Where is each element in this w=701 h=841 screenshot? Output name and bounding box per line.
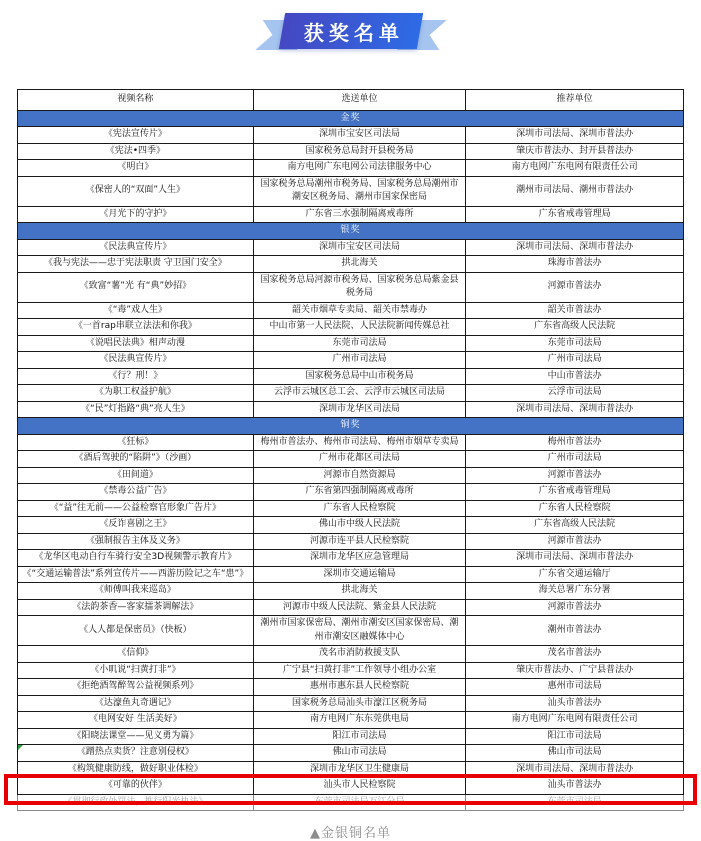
video-name-cell: 《为职工权益护航》: [18, 385, 254, 402]
recommending-unit-cell: 河源市普法办: [466, 272, 684, 302]
recommending-unit-cell: 南方电网广东电网有限责任公司: [466, 712, 684, 729]
video-name-cell: 《“益”往无前——公益检察官形象广告片》: [18, 500, 254, 517]
video-name-cell: 《行？刑！》: [18, 368, 254, 385]
award-table-wrap: [17, 89, 684, 811]
recommending-unit-cell: 潮州市司法局、潮州市普法办: [466, 176, 684, 206]
recommending-unit-cell: 惠州市司法局: [466, 679, 684, 696]
table-row: [18, 646, 684, 663]
table-row: [18, 302, 684, 319]
video-name-cell: 《师傅叫我来巡岛》: [18, 583, 254, 600]
submitting-unit-cell: 东莞市司法局万江分局: [253, 794, 465, 811]
submitting-unit-cell: 国家税务总局汕头市濠江区税务局: [253, 695, 465, 712]
video-name-cell: 《“民”灯指路“典”亮人生》: [18, 401, 254, 418]
submitting-unit-cell: 汕头市人民检察院: [253, 778, 465, 795]
recommending-unit-cell: 深圳市司法局、深圳市普法办: [466, 127, 684, 144]
table-row: [18, 550, 684, 567]
award-banner-body: [278, 13, 422, 49]
video-name-cell: 《明白》: [18, 160, 254, 177]
video-name-cell: 《达濠鱼丸奇遇记》: [18, 695, 254, 712]
video-name-cell: 《强制报告主体及义务》: [18, 533, 254, 550]
table-row: [18, 745, 684, 762]
recommending-unit-cell: 肇庆市普法办、广宁县普法办: [466, 662, 684, 679]
video-name-cell: 《构筑健康防线，做好职业体检》: [18, 761, 254, 778]
video-name-cell: 《信仰》: [18, 646, 254, 663]
submitting-unit-cell: 国家税务总局封开县税务局: [253, 143, 465, 160]
table-row: [18, 368, 684, 385]
video-name-cell: 《“交通运输普法”系列宣传片——西游历险记之车“患”》: [18, 566, 254, 583]
recommending-unit-cell: 茂名市普法办: [466, 646, 684, 663]
submitting-unit-cell: 广州市司法局: [253, 352, 465, 369]
col-header-recommending-unit: 推荐单位: [466, 90, 684, 111]
video-name-cell: 《说唱民法典》相声动漫: [18, 335, 254, 352]
table-row: [18, 662, 684, 679]
submitting-unit-cell: 国家税务总局河源市税务局、国家税务总局紫金县税务局: [253, 272, 465, 302]
submitting-unit-cell: 国家税务总局潮州市税务局、国家税务总局潮州市潮安区税务局、潮州市国家保密局: [253, 176, 465, 206]
award-section-label: 金奖: [18, 110, 684, 127]
video-name-cell: 《田间道》: [18, 467, 254, 484]
recommending-unit-cell: 广东省戒毒管理局: [466, 206, 684, 223]
video-name-cell: 《禁毒公益广告》: [18, 484, 254, 501]
recommending-unit-cell: 广东省戒毒管理局: [466, 484, 684, 501]
submitting-unit-cell: 拱北海关: [253, 583, 465, 600]
recommending-unit-cell: 广州市司法局: [466, 451, 684, 468]
recommending-unit-cell: 东莞市司法局: [466, 794, 684, 811]
recommending-unit-cell: 广州市司法局: [466, 352, 684, 369]
recommending-unit-cell: 河源市普法办: [466, 467, 684, 484]
recommending-unit-cell: 潮州市普法办: [466, 616, 684, 646]
submitting-unit-cell: 广宁县“扫黄打非”工作领导小组办公室: [253, 662, 465, 679]
video-name-cell: 《法韵茶香—客家擂茶调解法》: [18, 599, 254, 616]
award-banner-title: 获奖名单: [303, 20, 403, 45]
submitting-unit-cell: 深圳市龙华区应急管理局: [253, 550, 465, 567]
recommending-unit-cell: 深圳市司法局、深圳市普法办: [466, 239, 684, 256]
recommending-unit-cell: 肇庆市普法办、封开县普法办: [466, 143, 684, 160]
submitting-unit-cell: 梅州市普法办、梅州市司法局、梅州市烟草专卖局: [253, 434, 465, 451]
table-row: [18, 272, 684, 302]
table-row: [18, 176, 684, 206]
table-row: [18, 160, 684, 177]
video-name-cell: 《“毒”戏人生》: [18, 302, 254, 319]
table-row: [18, 467, 684, 484]
recommending-unit-cell: 韶关市普法办: [466, 302, 684, 319]
table-row: [18, 335, 684, 352]
video-name-cell: 《拒绝酒驾醉驾公益视频系列》: [18, 679, 254, 696]
recommending-unit-cell: 佛山市司法局: [466, 745, 684, 762]
video-name-cell: 《可靠的伙伴》: [18, 778, 254, 795]
video-name-cell: 《民法典宣传片》: [18, 239, 254, 256]
video-name-cell: 《反诈喜剧之王》: [18, 517, 254, 534]
submitting-unit-cell: 深圳市龙华区司法局: [253, 401, 465, 418]
submitting-unit-cell: 国家税务总局中山市税务局: [253, 368, 465, 385]
video-name-cell: 《龙华区电动自行车骑行安全3D视频警示教育片》: [18, 550, 254, 567]
submitting-unit-cell: 惠州市惠东县人民检察院: [253, 679, 465, 696]
recommending-unit-cell: 阳江市司法局: [466, 728, 684, 745]
recommending-unit-cell: 汕头市普法办: [466, 778, 684, 795]
video-name-cell: 《我与宪法——忠于宪法职责 守卫国门安全》: [18, 256, 254, 273]
submitting-unit-cell: 中山市第一人民法院、人民法院新闻传媒总社: [253, 319, 465, 336]
table-row: [18, 385, 684, 402]
table-row: [18, 127, 684, 144]
submitting-unit-cell: 云浮市云城区总工会、云浮市云城区司法局: [253, 385, 465, 402]
video-name-cell: 《人人都是保密员》（快板）: [18, 616, 254, 646]
submitting-unit-cell: 河源市连平县人民检察院: [253, 533, 465, 550]
table-row: [18, 533, 684, 550]
award-table: [17, 89, 684, 811]
award-banner: [269, 13, 433, 49]
recommending-unit-cell: 汕头市普法办: [466, 695, 684, 712]
table-row: [18, 256, 684, 273]
submitting-unit-cell: 深圳市龙华区卫生健康局: [253, 761, 465, 778]
recommending-unit-cell: 深圳市司法局、深圳市普法办: [466, 401, 684, 418]
video-name-cell: 《致富“薯”光 有“典”妙招》: [18, 272, 254, 302]
table-row: [18, 583, 684, 600]
video-name-cell: 《阳晓法课堂——见义勇为篇》: [18, 728, 254, 745]
video-name-cell: 《民法典宣传片》: [18, 352, 254, 369]
award-table-body: [18, 110, 684, 811]
submitting-unit-cell: 韶关市烟草专卖局、韶关市禁毒办: [253, 302, 465, 319]
submitting-unit-cell: 广东省三水强制隔离戒毒所: [253, 206, 465, 223]
submitting-unit-cell: 南方电网广东东莞供电局: [253, 712, 465, 729]
table-row: [18, 143, 684, 160]
table-row: [18, 695, 684, 712]
award-section-row: [18, 418, 684, 435]
video-name-cell: 《保密人的“双面”人生》: [18, 176, 254, 206]
submitting-unit-cell: 阳江市司法局: [253, 728, 465, 745]
recommending-unit-cell: 广东省高级人民法院: [466, 319, 684, 336]
submitting-unit-cell: 潮州市国家保密局、潮州市潮安区国家保密局、潮州市潮安区融媒体中心: [253, 616, 465, 646]
table-row: [18, 451, 684, 468]
table-row: [18, 319, 684, 336]
recommending-unit-cell: 珠海市普法办: [466, 256, 684, 273]
submitting-unit-cell: 广东省人民检察院: [253, 500, 465, 517]
recommending-unit-cell: 深圳市司法局、深圳市普法办: [466, 761, 684, 778]
submitting-unit-cell: 河源市中级人民法院、紫金县人民法院: [253, 599, 465, 616]
table-row: [18, 616, 684, 646]
submitting-unit-cell: 深圳市交通运输局: [253, 566, 465, 583]
col-header-submitting-unit: 选送单位: [253, 90, 465, 111]
recommending-unit-cell: 河源市普法办: [466, 533, 684, 550]
submitting-unit-cell: 茂名市消防救援支队: [253, 646, 465, 663]
submitting-unit-cell: 拱北海关: [253, 256, 465, 273]
recommending-unit-cell: 河源市普法办: [466, 599, 684, 616]
video-name-cell: 《月光下的守护》: [18, 206, 254, 223]
table-row: [18, 599, 684, 616]
submitting-unit-cell: 南方电网广东电网公司法律服务中心: [253, 160, 465, 177]
recommending-unit-cell: 海关总署广东分署: [466, 583, 684, 600]
table-header-row: [18, 90, 684, 111]
recommending-unit-cell: 南方电网广东电网有限责任公司: [466, 160, 684, 177]
col-header-video-name: 视频名称: [18, 90, 254, 111]
award-section-row: [18, 110, 684, 127]
video-name-cell: 《酒后驾驶的“陷阱”》（沙画）: [18, 451, 254, 468]
video-name-cell: 《电网安好 生活美好》: [18, 712, 254, 729]
table-row: [18, 761, 684, 778]
table-row: [18, 517, 684, 534]
award-section-label: 银奖: [18, 223, 684, 240]
table-row: [18, 712, 684, 729]
video-name-cell: 《贯彻行政处罚法，推行阳光执法》: [18, 794, 254, 811]
recommending-unit-cell: 中山市普法办: [466, 368, 684, 385]
table-caption: ▲金银铜名单: [310, 826, 391, 841]
video-name-cell: 《宪法•四季》: [18, 143, 254, 160]
table-row: [18, 794, 684, 811]
award-section-row: [18, 223, 684, 240]
recommending-unit-cell: 云浮市司法局: [466, 385, 684, 402]
award-section-label: 铜奖: [18, 418, 684, 435]
award-list-page: [0, 13, 701, 841]
table-row: [18, 352, 684, 369]
recommending-unit-cell: 东莞市司法局: [466, 335, 684, 352]
submitting-unit-cell: 广州市花都区司法局: [253, 451, 465, 468]
submitting-unit-cell: 佛山市中级人民法院: [253, 517, 465, 534]
recommending-unit-cell: 广东省交通运输厅: [466, 566, 684, 583]
submitting-unit-cell: 广东省第四强制隔离戒毒所: [253, 484, 465, 501]
video-name-cell: 《宪法宣传片》: [18, 127, 254, 144]
table-row: [18, 566, 684, 583]
table-row: [18, 484, 684, 501]
recommending-unit-cell: 广东省人民检察院: [466, 500, 684, 517]
submitting-unit-cell: 东莞市司法局: [253, 335, 465, 352]
recommending-unit-cell: 广东省高级人民法院: [466, 517, 684, 534]
video-name-cell: 《一首rap串联立法法和你我》: [18, 319, 254, 336]
table-row: [18, 434, 684, 451]
table-row: [18, 206, 684, 223]
table-row: [18, 778, 684, 795]
video-name-cell: 《小叽说“扫黄打非”》: [18, 662, 254, 679]
video-name-cell: 《蹭热点卖货？注意别侵权》: [18, 745, 254, 762]
table-row: [18, 679, 684, 696]
table-row: [18, 500, 684, 517]
recommending-unit-cell: 梅州市普法办: [466, 434, 684, 451]
table-row: [18, 728, 684, 745]
table-row: [18, 239, 684, 256]
table-row: [18, 401, 684, 418]
video-name-cell: 《狂标》: [18, 434, 254, 451]
submitting-unit-cell: 佛山市司法局: [253, 745, 465, 762]
recommending-unit-cell: 深圳市司法局、深圳市普法办: [466, 550, 684, 567]
submitting-unit-cell: 深圳市宝安区司法局: [253, 239, 465, 256]
submitting-unit-cell: 河源市自然资源局: [253, 467, 465, 484]
submitting-unit-cell: 深圳市宝安区司法局: [253, 127, 465, 144]
